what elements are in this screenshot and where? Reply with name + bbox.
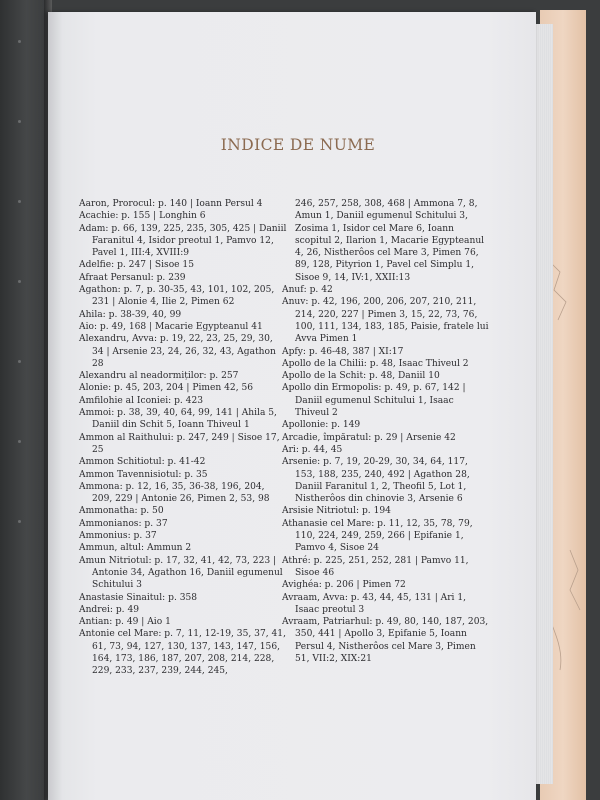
cover-dot [18, 520, 21, 523]
index-entry: Alexandru al neadormiților: p. 257 [79, 371, 239, 382]
index-entry: Athré: p. 225, 251, 252, 281 | Pamvo 11, Sisoe 46 [282, 555, 469, 578]
index-entry: Apfy: p. 46-48, 387 | XI:17 [282, 346, 404, 357]
index-entry: Ammona: p. 12, 16, 35, 36-38, 196, 204, 209, 229 | Antonie 26, Pimen 2, 53, 98 [79, 481, 270, 505]
index-entry: Ammun, altul: Ammun 2 [79, 543, 192, 554]
index-entry: Alonie: p. 45, 203, 204 | Pimen 42, 56 [79, 383, 254, 394]
index-entry: Ammonius: p. 37 [79, 531, 157, 542]
index-column-left [79, 198, 287, 678]
adjacent-book-cover [0, 0, 44, 800]
index-entry: Amun Nitriotul: p. 17, 32, 41, 42, 73, 223 | Antonie 34, Agathon 16, Daniil egumenul Schitului 3 [79, 555, 283, 591]
index-entry: Adelfie: p. 247 | Sisoe 15 [79, 260, 195, 271]
index-entry: Andrei: p. 49 [79, 604, 140, 615]
cover-dot [18, 360, 21, 363]
cover-dot [18, 40, 21, 43]
index-entry: Anastasie Sinaitul: p. 358 [79, 592, 198, 603]
index-entry: Adam: p. 66, 139, 225, 235, 305, 425 | Daniil Faranitul 4, Isidor preotul 1, Pamvo 12, Pavel 1, III:4, XVIII:9 [79, 223, 287, 259]
index-entry: Ahila: p. 38-39, 40, 99 [79, 309, 182, 320]
index-entry: Afraat Persanul: p. 239 [79, 272, 186, 283]
index-entry: Aio: p. 49, 168 | Macarie Egypteanul 41 [79, 321, 263, 332]
index-entry: Avraam, Patriarhul: p. 49, 80, 140, 187, 203, 350, 441 | Apollo 3, Epifanie 5, Ioann Persul 4, Nistherôos cel Mare 3, Pimen 51, VII:2, XIX:21 [282, 617, 489, 664]
index-entry: Ammon Schitiotul: p. 41-42 [79, 457, 206, 468]
index-entry: Ari: p. 44, 45 [282, 444, 343, 455]
index-entry: Ammonatha: p. 50 [79, 506, 164, 517]
cover-dot [18, 120, 21, 123]
page-title: INDICE DE NUME [220, 136, 376, 154]
index-entry: Apollo de la Schit: p. 48, Daniil 10 [282, 371, 440, 382]
index-entry: Apollonie: p. 149 [282, 420, 361, 431]
index-entry: Alexandru, Avva: p. 19, 22, 23, 25, 29, 30, 34 | Arsenie 23, 24, 26, 32, 43, Agathon 28 [79, 334, 276, 369]
cover-dot [18, 440, 21, 443]
index-column-right [282, 198, 490, 665]
index-entry: Athanasie cel Mare: p. 11, 12, 35, 78, 79, 110, 224, 249, 259, 266 | Epifanie 1, Pamvo 4, Sisoe 24 [282, 518, 473, 554]
index-entry: Aaron, Prorocul: p. 140 | Ioann Persul 4 [79, 199, 263, 209]
index-entry: Avraam, Avva: p. 43, 44, 45, 131 | Ari 1, Isaac preotul 3 [282, 592, 467, 615]
index-entry: Arsenie: p. 7, 19, 20-29, 30, 34, 64, 117, 153, 188, 235, 240, 492 | Agathon 28, Daniil Faranitul 1, 2, Theofil 5, Lot 1, Nistherôos din chinovie 3, Arsenie 6 [282, 457, 470, 505]
index-entry: Agathon: p. 7, p. 30-35, 43, 101, 102, 205, 231 | Alonie 4, Ilie 2, Pimen 62 [79, 285, 275, 308]
index-entry: Apollo din Ermopolis: p. 49, p. 67, 142 | Daniil egumenul Schitului 1, Isaac Thiveul 2 [282, 383, 466, 419]
index-entry: Avighéa: p. 206 | Pimen 72 [282, 580, 406, 591]
index-entry: Ammoi: p. 38, 39, 40, 64, 99, 141 | Ahila 5, Daniil din Schit 5, Ioann Thiveul 1 [79, 408, 277, 431]
cover-dot [18, 200, 21, 203]
cover-dot [18, 280, 21, 283]
page-stack-edge [534, 24, 553, 784]
index-entry: Acachie: p. 155 | Longhin 6 [79, 211, 206, 222]
index-entry: Anuv: p. 42, 196, 200, 206, 207, 210, 211, 214, 220, 227 | Pimen 3, 15, 22, 73, 76, 100, 111, 134, 183, 185, Paisie, fratele lui Avva Pimen 1 [282, 297, 489, 345]
index-entry: Ammon Tavennisiotul: p. 35 [79, 469, 208, 480]
index-entry: Antonie cel Mare: p. 7, 11, 12-19, 35, 37, 41, 61, 73, 94, 127, 130, 137, 143, 147, 156, 164, 173, 186, 187, 207, 208, 214, 228, 229, 233, 237, 239, 244, 245, [79, 629, 286, 677]
index-entry: Arcadie, împăratul: p. 29 | Arsenie 42 [282, 432, 456, 443]
index-entry: Ammonianos: p. 37 [79, 518, 168, 529]
index-entry: Arsisie Nitriotul: p. 194 [282, 506, 391, 517]
index-entry: Apollo de la Chilii: p. 48, Isaac Thiveul 2 [282, 358, 469, 369]
index-entry: Anuf: p. 42 [282, 285, 333, 296]
index-entry: Antian: p. 49 | Aio 1 [79, 617, 171, 628]
index-entry: 246, 257, 258, 308, 468 | Ammona 7, 8, Amun 1, Daniil egumenul Schitului 3, Zosima 1, Isidor cel Mare 6, Ioann scopitul 2, Ilarion 1, Macarie Egypteanul 4, 26, Nistherôos cel Mare 3, Pimen 76, 89, 128, Pityrion 1, Pavel cel Simplu 1, Sisoe 9, 14, IV:1, XXII:13 [295, 199, 485, 283]
index-entry: Ammon al Raithului: p. 247, 249 | Sisoe 17, 25 [79, 432, 280, 455]
index-entry: Amfilohie al Iconiei: p. 423 [79, 395, 204, 406]
